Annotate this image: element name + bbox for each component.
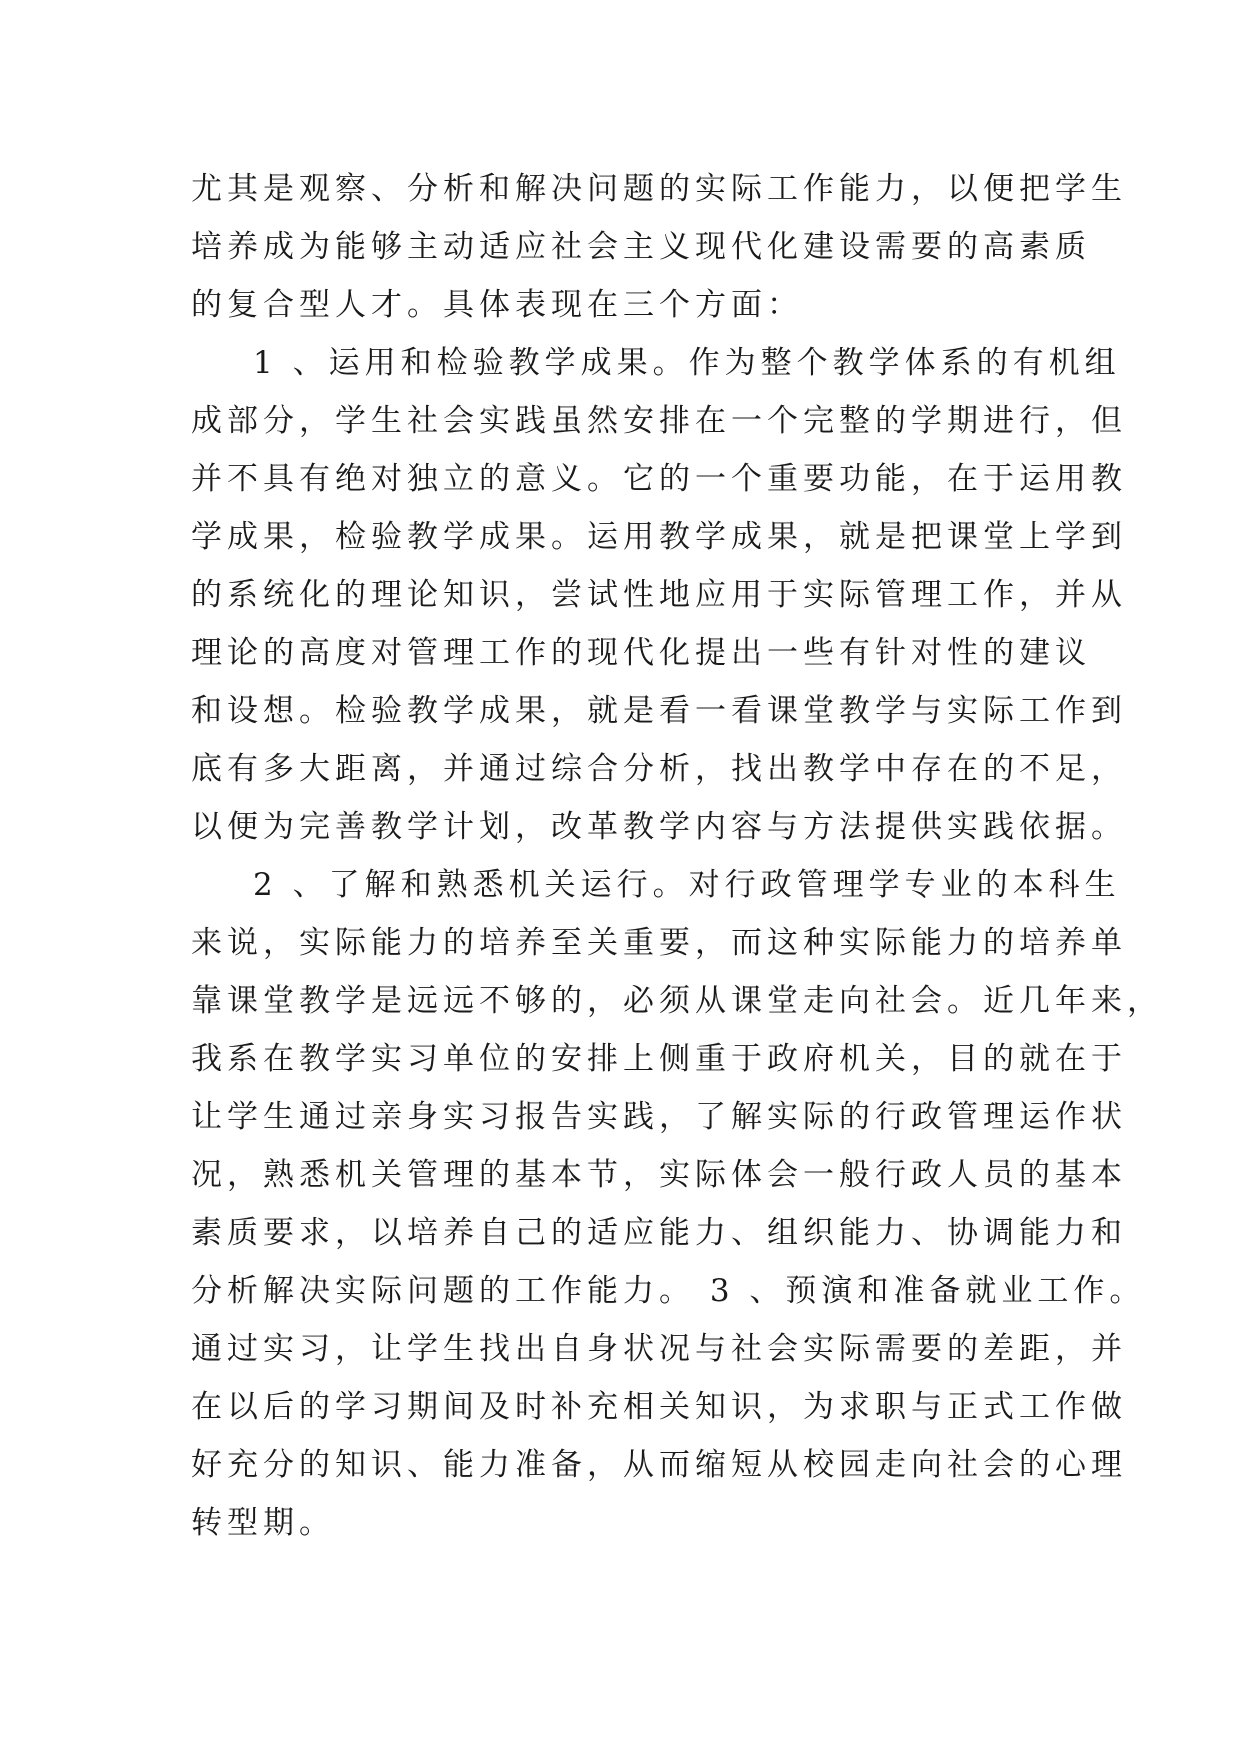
text-line: 素质要求，以培养自己的适应能力、组织能力、协调能力和 [191, 1215, 1127, 1251]
text-line: 通过实习，让学生找出自身状况与社会实际需要的差距，并 [191, 1331, 1127, 1367]
text-line: 并不具有绝对独立的意义。它的一个重要功能，在于运用教 [191, 461, 1127, 497]
text-line: 让学生通过亲身实习报告实践，了解实际的行政管理运作状 [191, 1099, 1127, 1135]
text-line: 况，熟悉机关管理的基本节，实际体会一般行政人员的基本 [191, 1157, 1127, 1193]
body-text [191, 160, 1163, 1552]
text-line: 来说，实际能力的培养至关重要，而这种实际能力的培养单 [191, 925, 1127, 961]
text-line: 尤其是观察、分析和解决问题的实际工作能力，以便把学生 [191, 171, 1127, 207]
text-line: 的系统化的理论知识，尝试性地应用于实际管理工作，并从 [191, 577, 1127, 613]
text-line: 和设想。检验教学成果，就是看一看课堂教学与实际工作到 [191, 693, 1127, 729]
text-line: 我系在教学实习单位的安排上侧重于政府机关，目的就在于 [191, 1041, 1127, 1077]
text-line-item-2: 2 、了解和熟悉机关运行。对行政管理学专业的本科生 [253, 867, 1121, 903]
text-line: 培养成为能够主动适应社会主义现代化建设需要的高素质 [191, 229, 1091, 265]
text-line: 的复合型人才。具体表现在三个方面： [191, 287, 803, 323]
text-line: 理论的高度对管理工作的现代化提出一些有针对性的建议 [191, 635, 1091, 671]
text-line: 在以后的学习期间及时补充相关知识，为求职与正式工作做 [191, 1389, 1127, 1425]
text-line: 好充分的知识、能力准备，从而缩短从校园走向社会的心理 [191, 1447, 1127, 1483]
text-line: 分析解决实际问题的工作能力。 3 、预演和准备就业工作。 [191, 1273, 1146, 1309]
text-line: 成部分，学生社会实践虽然安排在一个完整的学期进行，但 [191, 403, 1127, 439]
text-line: 以便为完善教学计划，改革教学内容与方法提供实践依据。 [191, 809, 1127, 845]
text-line: 靠课堂教学是远远不够的，必须从课堂走向社会。近几年来， [191, 983, 1163, 1019]
text-line: 底有多大距离，并通过综合分析，找出教学中存在的不足， [191, 751, 1127, 787]
text-line-item-1: 1 、运用和检验教学成果。作为整个教学体系的有机组 [253, 345, 1121, 381]
text-line: 转型期。 [191, 1505, 335, 1541]
text-line: 学成果，检验教学成果。运用教学成果，就是把课堂上学到 [191, 519, 1127, 555]
